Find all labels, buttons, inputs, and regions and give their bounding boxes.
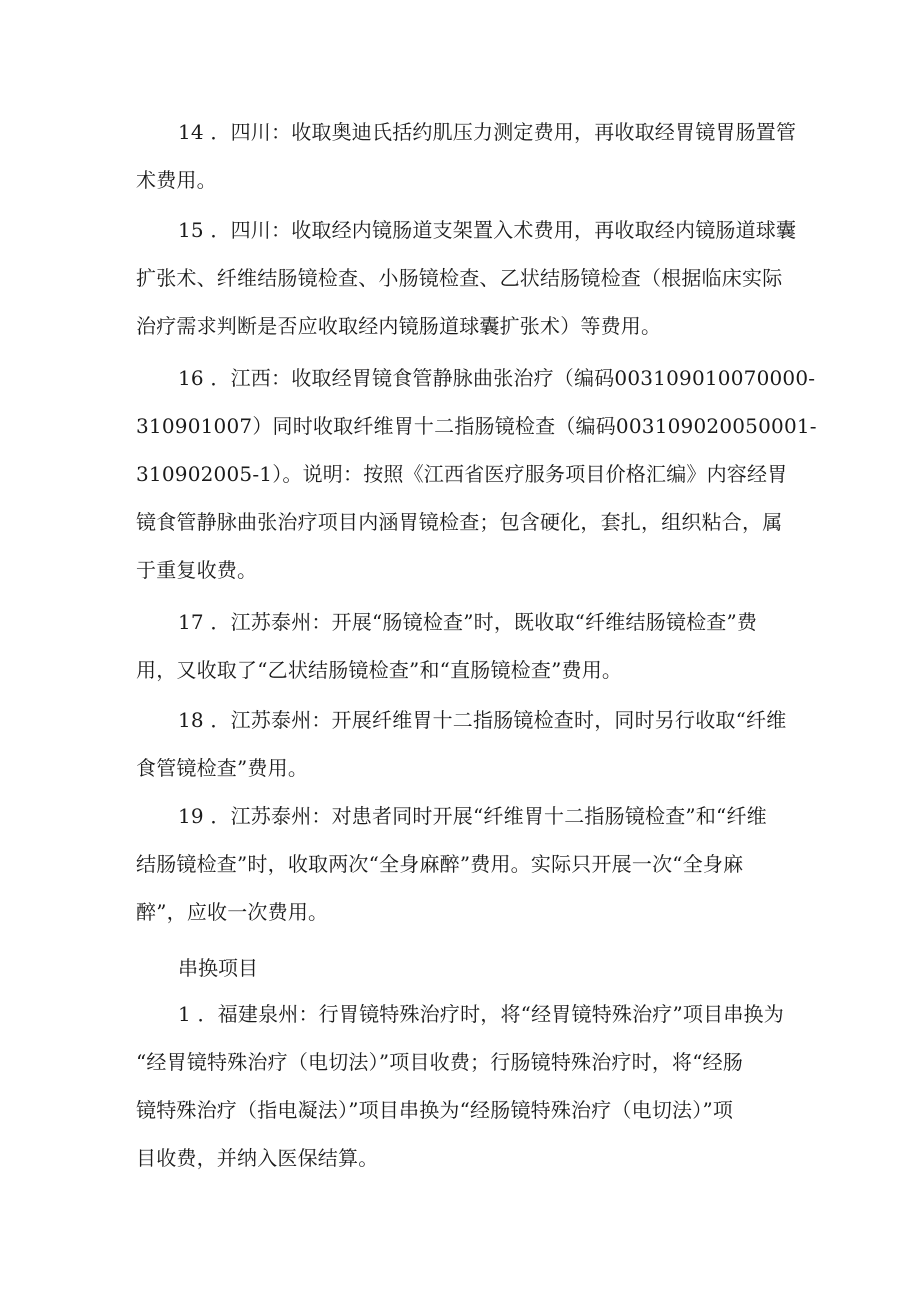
section-item-1-line-1: 1 ．福建泉州：行胃镜特殊治疗时，将“经胃镜特殊治疗”项目串换为 <box>178 1002 784 1026</box>
section-item-1-line-2: “经胃镜特殊治疗（电切法）”项目收费；行肠镜特殊治疗时，将“经肠 <box>136 1050 744 1074</box>
item-19-line-2: 结肠镜检查”时，收取两次“全身麻醉”费用。实际只开展一次“全身麻 <box>136 852 744 876</box>
section-list-item-1 <box>136 990 796 1182</box>
item-16-line-4: 镜食管静脉曲张治疗项目内涵胃镜检查；包含硬化，套扎，组织粘合，属 <box>136 510 783 534</box>
item-15-line-3: 治疗需求判断是否应收取经内镜肠道球囊扩张术）等费用。 <box>136 314 662 338</box>
item-16-line-1: 16 ．江西：收取经胃镜食管静脉曲张治疗（编码003109010070000- <box>178 366 816 390</box>
item-15-line-2: 扩张术、纤维结肠镜检查、小肠镜检查、乙状结肠镜检查（根据临床实际 <box>136 266 783 290</box>
item-14-line-1: 14 ．四川：收取奥迪氏括约肌压力测定费用，再收取经胃镜胃肠置管 <box>178 120 797 144</box>
section-heading: 串换项目 <box>178 956 258 980</box>
list-item-16 <box>136 354 817 594</box>
item-17-line-1: 17 ．江苏泰州：开展“肠镜检查”时，既收取“纤维结肠镜检查”费 <box>178 610 758 634</box>
item-14-line-2: 术费用。 <box>136 168 217 192</box>
item-16-line-3: 310902005-1）。说明：按照《江西省医疗服务项目价格汇编》内容经胃 <box>136 462 788 486</box>
list-item-14 <box>136 108 796 204</box>
item-19-line-3: 醉”，应收一次费用。 <box>136 900 329 924</box>
item-16-line-2: 310901007）同时收取纤维胃十二指肠镜检查（编码003109020050001- <box>136 414 817 438</box>
list-item-15 <box>136 206 796 350</box>
section-item-1-line-4: 目收费，并纳入医保结算。 <box>136 1146 379 1170</box>
item-15-line-1: 15 ．四川：收取经内镜肠道支架置入术费用，再收取经内镜肠道球囊 <box>178 218 797 242</box>
item-19-line-1: 19 ．江苏泰州：对患者同时开展“纤维胃十二指肠镜检查”和“纤维 <box>178 804 767 828</box>
item-17-line-2: 用，又收取了“乙状结肠镜检查”和“直肠镜检查”费用。 <box>136 658 623 682</box>
list-item-18 <box>136 696 796 792</box>
item-18-line-1: 18 ．江苏泰州：开展纤维胃十二指肠镜检查时，同时另行收取“纤维 <box>178 708 787 732</box>
item-18-line-2: 食管镜检查”费用。 <box>136 756 309 780</box>
item-16-line-5: 于重复收费。 <box>136 558 258 582</box>
list-item-19 <box>136 792 796 936</box>
list-item-17 <box>136 598 796 694</box>
section-item-1-line-3: 镜特殊治疗（指电凝法）”项目串换为“经肠镜特殊治疗（电切法）”项 <box>136 1098 734 1122</box>
